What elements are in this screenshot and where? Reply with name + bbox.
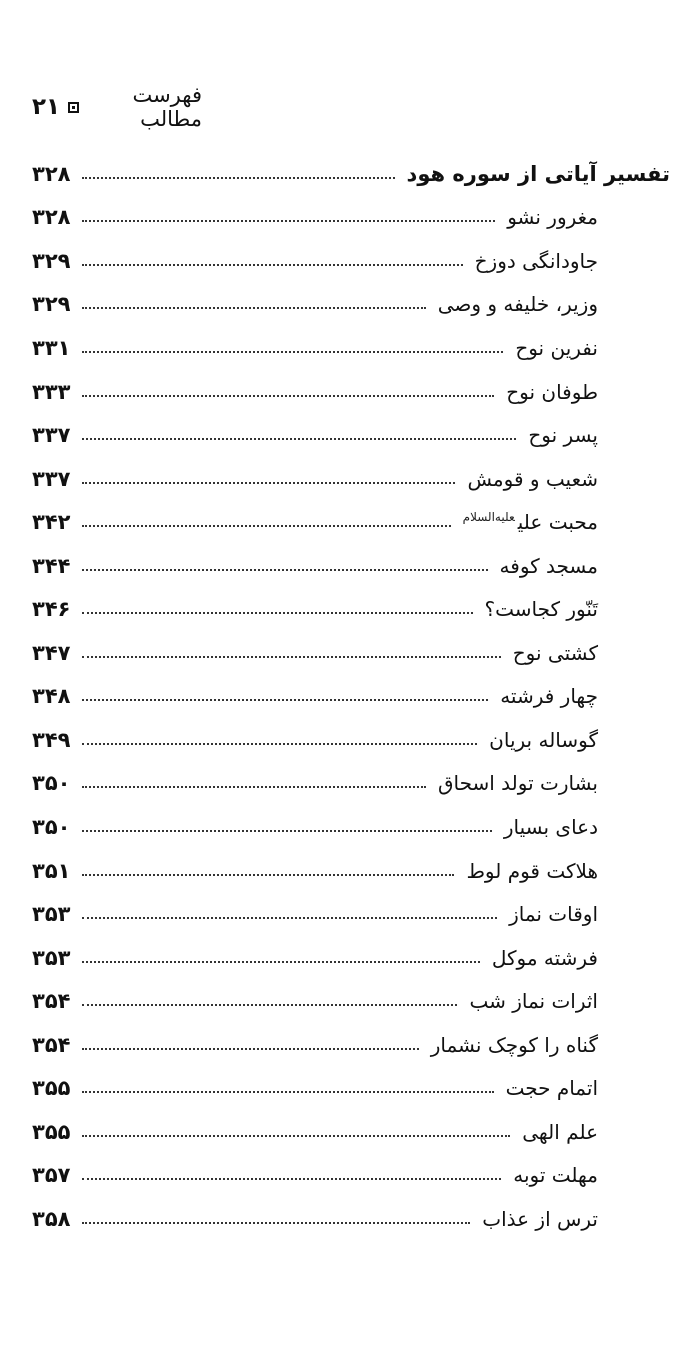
toc-entry-page: ۳۲۸ <box>32 205 71 230</box>
dot-leader <box>82 743 477 745</box>
toc-entry-title: دعای بسیار <box>503 814 598 839</box>
toc-entry-title: شعیب و قومش <box>467 466 598 491</box>
toc-entry[interactable] <box>30 631 670 675</box>
toc-entry[interactable] <box>30 544 670 588</box>
toc-entry[interactable] <box>30 892 670 936</box>
toc-entry-page: ۳۲۹ <box>32 292 71 317</box>
toc-entry-title: نفرین نوح <box>515 335 598 360</box>
toc-entry-title: هلاکت قوم لوط <box>466 858 598 883</box>
toc-entry-title: وزیر، خلیفه و وصی <box>437 292 598 317</box>
dot-leader <box>82 917 497 919</box>
toc-entry[interactable] <box>30 370 670 414</box>
toc-entry-page: ۳۵۵ <box>32 1076 71 1101</box>
toc-entry-page: ۳۲۸ <box>32 161 71 186</box>
toc-entry[interactable] <box>30 936 670 980</box>
toc-entry-title: مسجد کوفه <box>499 553 598 578</box>
dot-leader <box>82 1091 494 1093</box>
page-header <box>32 83 202 131</box>
toc-entry-title: کشتی نوح <box>512 640 598 665</box>
header-page-number: ۲۱ <box>32 94 61 120</box>
toc-entry-title: اوقات نماز <box>509 902 598 927</box>
toc-entry-title: تَنّور کجاست؟ <box>484 597 598 622</box>
toc-entry-title: علم الهی <box>522 1119 598 1144</box>
toc-entry-title: مغرور نشو <box>507 205 598 230</box>
toc-entry[interactable] <box>30 326 670 370</box>
toc-entry[interactable] <box>30 762 670 806</box>
toc-entry-page: ۳۴۲ <box>32 510 71 535</box>
dot-leader <box>82 786 426 788</box>
toc-entry-page: ۳۵۴ <box>32 1032 71 1057</box>
toc-entry-page: ۳۵۰ <box>32 771 71 796</box>
toc-entry-title: فرشته موکل <box>491 945 598 970</box>
dot-leader <box>82 569 488 571</box>
toc-entry[interactable] <box>30 457 670 501</box>
toc-entry-page: ۳۵۱ <box>32 858 71 883</box>
dot-leader <box>82 307 426 309</box>
toc-entry[interactable] <box>30 1154 670 1198</box>
toc-section-heading[interactable] <box>30 152 670 196</box>
toc-entry-title: گناه را کوچک نشمار <box>430 1032 598 1057</box>
dot-leader <box>82 1222 470 1224</box>
toc-entry-title: مهلت توبه <box>513 1163 598 1188</box>
dot-leader <box>82 264 463 266</box>
toc-entry-page: ۳۵۸ <box>32 1206 71 1231</box>
toc-entry-page: ۳۵۳ <box>32 945 71 970</box>
toc-entry-title: جاودانگی دوزخ <box>474 248 598 273</box>
toc-entry-title: گوساله بریان <box>489 727 598 752</box>
dot-leader <box>82 656 501 658</box>
toc-entry-title: پسر نوح <box>528 423 598 448</box>
toc-entry-page: ۳۵۳ <box>32 902 71 927</box>
toc-entry[interactable] <box>30 1110 670 1154</box>
toc-entry-page: ۳۳۷ <box>32 466 71 491</box>
dot-leader <box>82 1135 510 1137</box>
dot-leader <box>82 395 494 397</box>
toc-entry[interactable] <box>30 718 670 762</box>
header-title: فهرست مطالب <box>132 83 202 131</box>
toc-entry-title: ترس از عذاب <box>482 1206 598 1231</box>
toc-entry[interactable] <box>30 587 670 631</box>
toc-entry-page: ۳۳۱ <box>32 335 71 360</box>
toc-entry-page: ۳۴۹ <box>32 727 71 752</box>
toc-entry-title: بشارت تولد اسحاق <box>437 771 598 796</box>
toc-entry-page: ۳۴۸ <box>32 684 71 709</box>
toc-entry-page: ۳۵۷ <box>32 1163 71 1188</box>
toc-entry-page: ۳۳۷ <box>32 423 71 448</box>
toc-entry[interactable] <box>30 849 670 893</box>
toc-entry-page: ۳۳۳ <box>32 379 71 404</box>
toc-entry-title-text: محبت علی <box>517 510 598 535</box>
toc-entry-title: اثرات نماز شب <box>469 989 598 1014</box>
toc-entry-title: تفسیر آیاتی از سوره هود <box>406 161 670 186</box>
dot-leader <box>82 177 395 179</box>
toc-entry-page: ۳۵۴ <box>32 989 71 1014</box>
toc-entry[interactable] <box>30 500 670 544</box>
dot-leader <box>82 961 480 963</box>
dot-leader <box>82 874 454 876</box>
dot-leader <box>82 699 488 701</box>
toc-entry-page: ۳۵۵ <box>32 1119 71 1144</box>
toc-entry-page: ۳۵۰ <box>32 814 71 839</box>
toc-entry-title <box>463 510 598 534</box>
toc-entry[interactable] <box>30 1023 670 1067</box>
toc-entry[interactable] <box>30 675 670 719</box>
toc-entry-title: طوفان نوح <box>506 379 598 404</box>
toc-entry[interactable] <box>30 239 670 283</box>
honorific-ligature: علیه‌السلام <box>462 510 515 525</box>
toc-entry-title: چهار فرشته <box>500 684 598 709</box>
dot-leader <box>82 612 473 614</box>
dot-leader <box>82 830 492 832</box>
toc-entry[interactable] <box>30 1066 670 1110</box>
dot-leader <box>82 525 451 527</box>
dot-leader <box>82 438 516 440</box>
table-of-contents <box>30 152 670 1241</box>
toc-entry[interactable] <box>30 196 670 240</box>
toc-entry[interactable] <box>30 413 670 457</box>
toc-entry[interactable] <box>30 805 670 849</box>
dot-leader <box>82 220 495 222</box>
dot-leader <box>82 1048 419 1050</box>
toc-entry-page: ۳۲۹ <box>32 248 71 273</box>
toc-entry-title: اتمام حجت <box>505 1076 598 1101</box>
toc-entry-page: ۳۴۴ <box>32 553 71 578</box>
toc-entry[interactable] <box>30 979 670 1023</box>
toc-entry-page: ۳۴۶ <box>32 597 71 622</box>
dot-leader <box>82 1004 457 1006</box>
dot-leader <box>82 1178 501 1180</box>
toc-entry[interactable] <box>30 1197 670 1241</box>
dot-leader <box>82 351 503 353</box>
toc-entry[interactable] <box>30 283 670 327</box>
square-bullet-icon <box>68 102 79 113</box>
dot-leader <box>82 482 455 484</box>
toc-entry-page: ۳۴۷ <box>32 640 71 665</box>
